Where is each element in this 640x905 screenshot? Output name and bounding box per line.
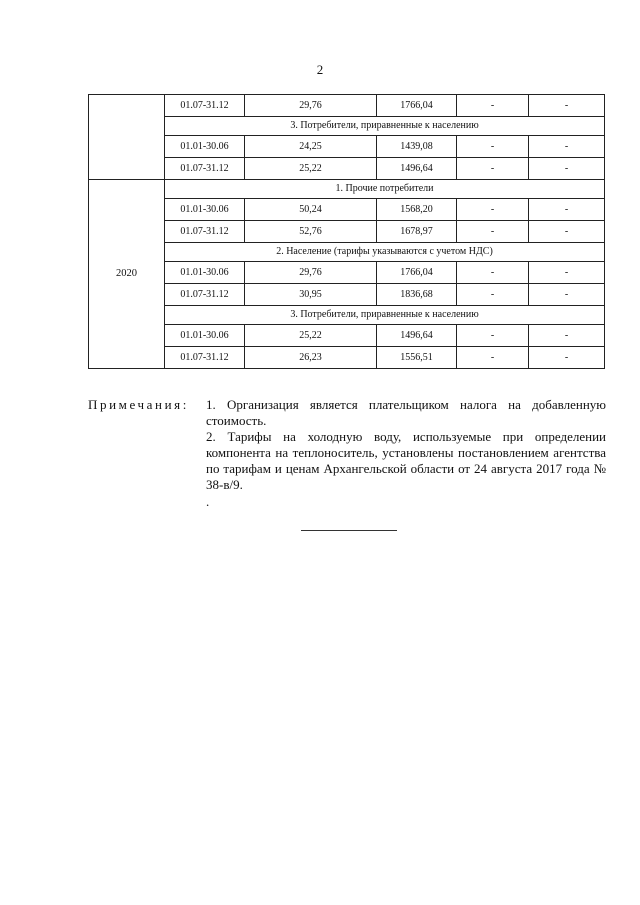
- table-row: [89, 262, 605, 284]
- value1-cell: 24,25: [245, 136, 377, 158]
- col5-cell: -: [529, 262, 605, 284]
- table-row: [89, 221, 605, 243]
- col5-cell: -: [529, 325, 605, 347]
- period-cell: 01.01-30.06: [165, 262, 245, 284]
- value1-cell: 29,76: [245, 95, 377, 117]
- col5-cell: -: [529, 347, 605, 369]
- value1-cell: 52,76: [245, 221, 377, 243]
- section-row: [89, 117, 605, 136]
- note-2: 2. Тарифы на холодную воду, используемые при определении компонента на теплоноситель, установлены постановлением агентства по тарифам и ценам Архангельской области от 24 августа 2017 года № 38-в/9.: [206, 429, 606, 492]
- value1-cell: 30,95: [245, 284, 377, 306]
- value2-cell: 1496,64: [377, 158, 457, 180]
- period-cell: 01.07-31.12: [165, 284, 245, 306]
- value2-cell: 1439,08: [377, 136, 457, 158]
- value2-cell: 1556,51: [377, 347, 457, 369]
- note-1: 1. Организация является плательщиком налога на добавленную стоимость.: [206, 397, 606, 428]
- col4-cell: -: [457, 95, 529, 117]
- section-header: 3. Потребители, приравненные к населению: [165, 117, 605, 136]
- col4-cell: -: [457, 284, 529, 306]
- section-header: 1. Прочие потребители: [165, 180, 605, 199]
- period-cell: 01.01-30.06: [165, 199, 245, 221]
- col4-cell: -: [457, 158, 529, 180]
- col5-cell: -: [529, 284, 605, 306]
- trailing-mark: .: [206, 494, 210, 509]
- table-row: [89, 325, 605, 347]
- value2-cell: 1766,04: [377, 95, 457, 117]
- table-row: [89, 347, 605, 369]
- value2-cell: 1766,04: [377, 262, 457, 284]
- value2-cell: 1496,64: [377, 325, 457, 347]
- col5-cell: -: [529, 136, 605, 158]
- col4-cell: -: [457, 325, 529, 347]
- value2-cell: 1678,97: [377, 221, 457, 243]
- value2-cell: 1836,68: [377, 284, 457, 306]
- col5-cell: -: [529, 221, 605, 243]
- table-row: [89, 158, 605, 180]
- year-cell-2020: 2020: [89, 180, 165, 369]
- section-header: 2. Население (тарифы указываются с учетом НДС): [165, 243, 605, 262]
- period-cell: 01.07-31.12: [165, 221, 245, 243]
- tariff-table: [88, 94, 605, 369]
- notes-label: Примечания:: [88, 397, 189, 412]
- page-number: 2: [316, 62, 324, 77]
- col4-cell: -: [457, 347, 529, 369]
- value1-cell: 25,22: [245, 325, 377, 347]
- period-cell: 01.01-30.06: [165, 136, 245, 158]
- value2-cell: 1568,20: [377, 199, 457, 221]
- value1-cell: 29,76: [245, 262, 377, 284]
- col4-cell: -: [457, 136, 529, 158]
- end-rule: [301, 530, 397, 531]
- col5-cell: -: [529, 95, 605, 117]
- col5-cell: -: [529, 158, 605, 180]
- period-cell: 01.07-31.12: [165, 95, 245, 117]
- value1-cell: 26,23: [245, 347, 377, 369]
- section-row: [89, 180, 605, 199]
- table-row: [89, 95, 605, 117]
- period-cell: 01.01-30.06: [165, 325, 245, 347]
- section-row: [89, 306, 605, 325]
- value1-cell: 50,24: [245, 199, 377, 221]
- year-cell-prev: [89, 95, 165, 180]
- col5-cell: -: [529, 199, 605, 221]
- col4-cell: -: [457, 221, 529, 243]
- value1-cell: 25,22: [245, 158, 377, 180]
- table-row: [89, 284, 605, 306]
- notes-body: [206, 397, 606, 508]
- col4-cell: -: [457, 262, 529, 284]
- period-cell: 01.07-31.12: [165, 158, 245, 180]
- period-cell: 01.07-31.12: [165, 347, 245, 369]
- table-row: [89, 199, 605, 221]
- table-row: [89, 136, 605, 158]
- section-row: [89, 243, 605, 262]
- section-header: 3. Потребители, приравненные к населению: [165, 306, 605, 325]
- col4-cell: -: [457, 199, 529, 221]
